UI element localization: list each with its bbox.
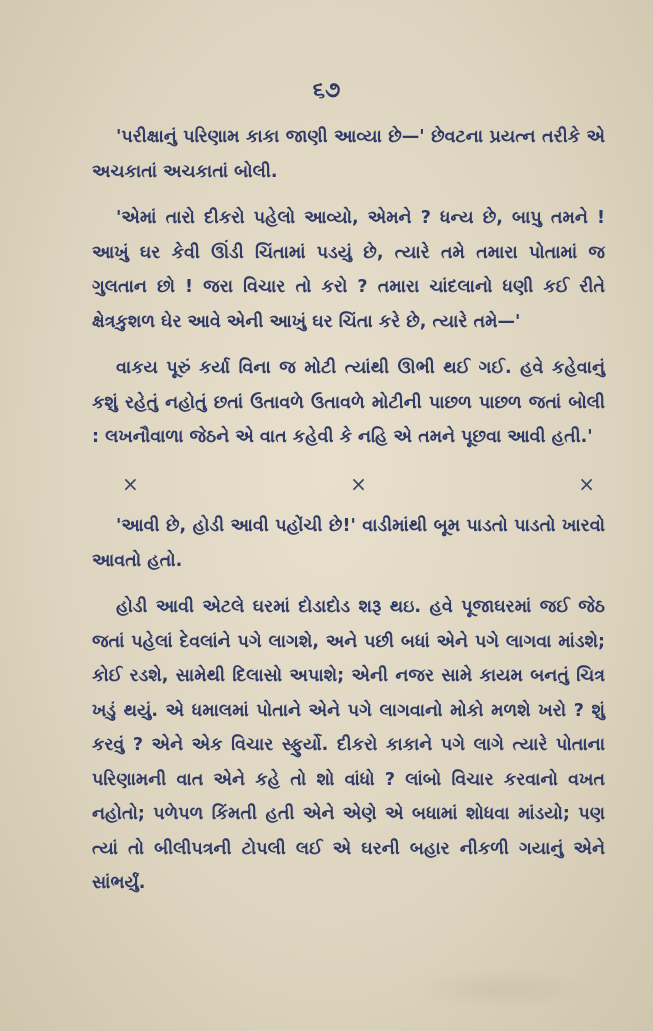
paragraph-2: 'એમાં તારો દીકરો પહેલો આવ્યો, એમને ? ધન્ય છે, બાપુ તમને ! આખું ઘર કેવી ઊંડી ચિંતામાં પડયું છે, ત્યારે તમે તમારા પોતામાં જ ગુલતાન છો ! જરા વિચાર તો કરો ? તમારા ચાંદલાનો ધણી કઈ રીતે ક્ષેત્રકુશળ ઘેર આવે એની આખું ઘર ચિંતા કરે છે, ત્યારે તમે—' xyxy=(92,208,605,332)
body-text xyxy=(92,120,605,913)
paper-stain xyxy=(413,969,593,1009)
separator-mark: × xyxy=(350,471,367,496)
section-separator xyxy=(92,467,605,502)
separator-mark: × xyxy=(122,471,139,496)
paragraph-5: હોડી આવી એટલે ઘરમાં દોડાદોડ શરૂ થઇ. હવે પૂજાઘરમાં જઈ જેઠ જતાં પહેલાં દેવલાંને પગે લાગશે, અને પછી બધાં એને પગે લાગવા માંડશે; કોઈ રડશે, સામેથી દિલાસો અપાશે; એની નજર સામે કાયમ બનતું ચિત્ર ખડું થયું. એ ધમાલમાં પોતાને એને પગે લાગવાનો મોકો મળશે ખરો ? શું કરવું ? એને એક વિચાર સ્ફુર્યો. દીકરો કાકાને પગે લાગે ત્યારે પોતાના પરિણામની વાત એને કહે તો શો વાંધો ? લાંબો વિચાર કરવાનો વખત નહોતો; પળેપળ કિંમતી હતી એને એણે એ બધામાં શોધવા માંડયો; પણ ત્યાં તો બીલીપત્રની ટોપલી લઈ એ ઘરની બહાર નીકળી ગયાનું એને સાંભર્યું. xyxy=(92,597,605,893)
paragraph-3: વાકય પૂરું કર્યા વિના જ મોટી ત્યાંથી ઊભી થઈ ગઈ. હવે કહેવાનું કશું રહેતું નહોતું છતાં ઉતાવળે ઉતાવળે મોટીની પાછળ પાછળ જતાં બોલી : લખનૌવાળા જેઠને એ વાત કહેવી કે નહિ એ તમને પૂછવા આવી હતી.' xyxy=(92,358,605,447)
paragraph-4: 'આવી છે, હોડી આવી પહોંચી છે!' વાડીમાંથી બૂમ પાડતો પાડતો ખારવો આવતો હતો. xyxy=(92,516,605,571)
paragraph-1: 'પરીક્ષાનું પરિણામ કાકા જાણી આવ્યા છે—' છેવટના પ્રયત્ન તરીકે એ અચકાતાં અચકાતાં બોલી. xyxy=(92,127,605,182)
separator-mark: × xyxy=(578,471,595,496)
page-number: ૬૭ xyxy=(312,78,341,103)
